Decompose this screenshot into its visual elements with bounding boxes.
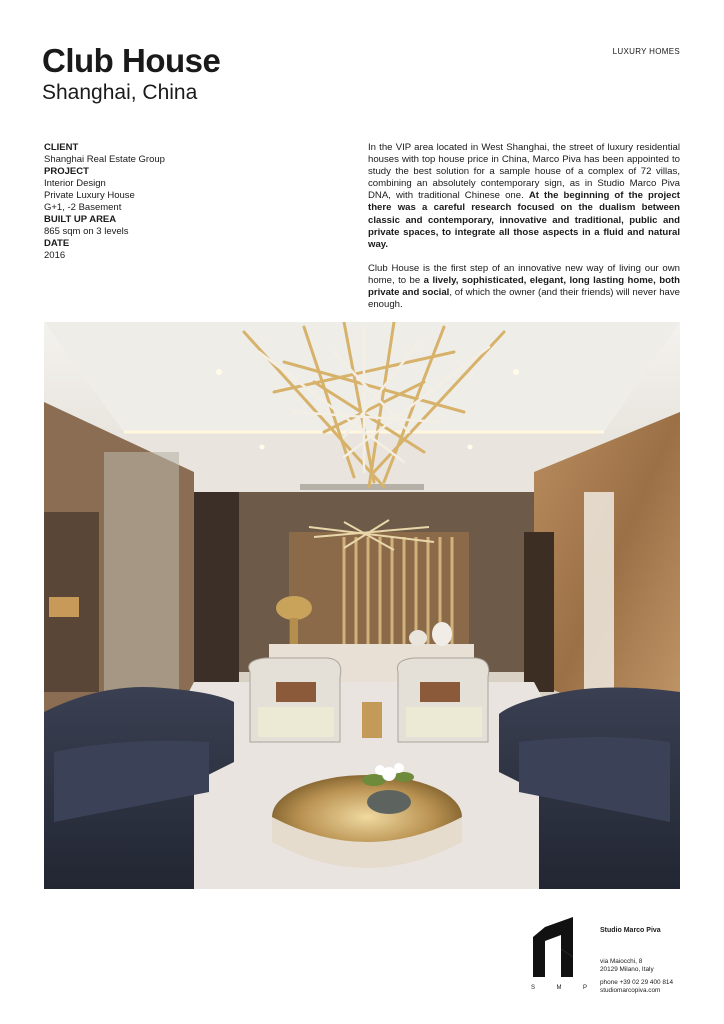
date-label: DATE xyxy=(44,238,70,249)
project-line: Interior Design xyxy=(44,178,106,189)
project-label: PROJECT xyxy=(44,166,89,177)
description-paragraph xyxy=(368,263,680,311)
description-highlight: At the beginning of the project there was a careful research focused on the dualism between classic and contemporary, innovative and traditional, public and private spaces, to integrate all those aspects in a fluid and natural way. xyxy=(368,190,680,250)
project-line: G+1, -2 Basement xyxy=(44,202,122,213)
logo-letter: M xyxy=(556,985,562,991)
project-description xyxy=(368,142,680,323)
client-label: CLIENT xyxy=(44,142,79,153)
phone-number: phone +39 02 29 400 814 xyxy=(600,979,674,986)
description-text: In the VIP area located in West Shanghai, the street of luxury residential houses with top house price in China, Marco Piva has been appointed to study the best solution for a sample house of a complex of 72 villas, combining an absolutely contemporary sign, as in Studio Marco Piva DNA, with traditional Chinese one. xyxy=(368,142,680,202)
client-value: Shanghai Real Estate Group xyxy=(44,154,165,165)
project-specs xyxy=(44,142,264,262)
website-link[interactable]: studiomarcopiva.com xyxy=(600,987,661,994)
logo-letter: S xyxy=(531,985,536,991)
logo-letter: P xyxy=(582,985,587,991)
page-subtitle: Shanghai, China xyxy=(42,81,198,104)
category-tag: LUXURY HOMES xyxy=(612,47,680,56)
studio-name: Studio Marco Piva xyxy=(600,927,661,934)
date-value: 2016 xyxy=(44,250,66,261)
area-value: 865 sqm on 3 levels xyxy=(44,226,129,237)
description-paragraph xyxy=(368,142,680,251)
interior-photo xyxy=(44,322,680,889)
area-label: BUILT UP AREA xyxy=(44,214,117,225)
logo-letters xyxy=(531,985,587,991)
description-text: Club House is the first step of an innovative new way of living our own home, to be xyxy=(368,262,680,286)
description-text: , of which the owner (and their friends) will never have enough. xyxy=(368,287,681,311)
address-line: 20129 Milano, Italy xyxy=(600,966,654,973)
address-line: via Maiocchi, 8 xyxy=(600,958,643,965)
smp-logo-icon xyxy=(533,917,583,977)
page-title: Club House xyxy=(42,42,221,79)
studio-contact xyxy=(600,979,673,995)
studio-address xyxy=(600,958,654,974)
project-line: Private Luxury House xyxy=(44,190,135,201)
description-highlight: a lively, sophisticated, elegant, long lasting home, both private and social xyxy=(368,274,680,299)
